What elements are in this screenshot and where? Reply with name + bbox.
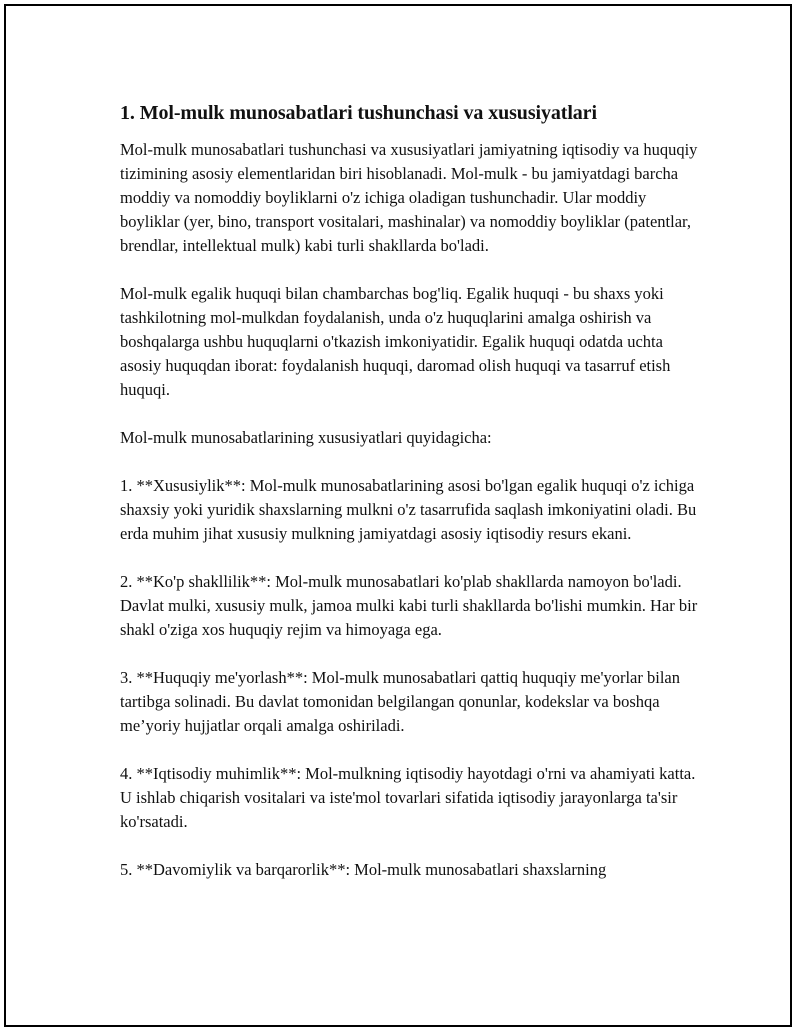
paragraph-ownership: Mol-mulk egalik huquqi bilan chambarchas bog'liq. Egalik huquqi - bu shaxs yoki tashkilotning mol-mulkdan foydalanish, unda o'z huquqlarini amalga oshirish va boshqalarga ushbu huquqlarni o'tkazish imkoniyatidir. Egalik huquqi odatda uchta asosiy huquqdan iborat: foydalanish huquqi, daromad olish huquqi va tasarruf etish huquqi. — [120, 284, 671, 399]
list-item-1: 1. **Xususiylik**: Mol-mulk munosabatlarining asosi bo'lgan egalik huquqi o'z ichiga shaxsiy yoki yuridik shaxslarning mulkni o'z tasarrufida saqlash imkoniyatini oladi. Bu erda muhim jihat xususiy mulkning jamiyatdagi asosiy iqtisodiy resurs ekani. — [120, 476, 697, 543]
paragraph-features-lead: Mol-mulk munosabatlarining xususiyatlari quyidagicha: — [120, 428, 492, 447]
list-item-3: 3. **Huquqiy me'yorlash**: Mol-mulk munosabatlari qattiq huquqiy me'yorlar bilan tartibga solinadi. Bu davlat tomonidan belgilangan qonunlar, kodekslar va boshqa me’yoriy hujjatlar orqali amalga oshiriladi. — [120, 668, 680, 735]
document-body — [120, 100, 700, 882]
list-item-2: 2. **Ko'p shakllilik**: Mol-mulk munosabatlari ko'plab shakllarda namoyon bo'ladi. Davlat mulki, xususiy mulk, jamoa mulki kabi turli shakllarda bo'lishi mumkin. Har bir shakl o'ziga xos huquqiy rejim va himoyaga ega. — [120, 572, 698, 639]
document-page — [4, 4, 792, 1027]
list-item-5: 5. **Davomiylik va barqarorlik**: Mol-mulk munosabatlari shaxslarning — [120, 860, 607, 879]
section-heading: 1. Mol-mulk munosabatlari tushunchasi va xususiyatlari — [120, 102, 597, 124]
list-item-4: 4. **Iqtisodiy muhimlik**: Mol-mulkning iqtisodiy hayotdagi o'rni va ahamiyati katta. U ishlab chiqarish vositalari va iste'mol tovarlari sifatida iqtisodiy jarayonlarga ta'sir ko'rsatadi. — [120, 764, 696, 831]
paragraph-intro: Mol-mulk munosabatlari tushunchasi va xususiyatlari jamiyatning iqtisodiy va huquqiy tizimining asosiy elementlaridan biri hisoblanadi. Mol-mulk - bu jamiyatdagi barcha moddiy va nomoddiy boyliklarni o'z ichiga oladigan tushunchadir. Ular moddiy boyliklar (yer, bino, transport vositalari, mashinalar) va nomoddiy boyliklar (patentlar, brendlar, intellektual mulk) kabi turli shakllarda bo'ladi. — [120, 140, 698, 255]
